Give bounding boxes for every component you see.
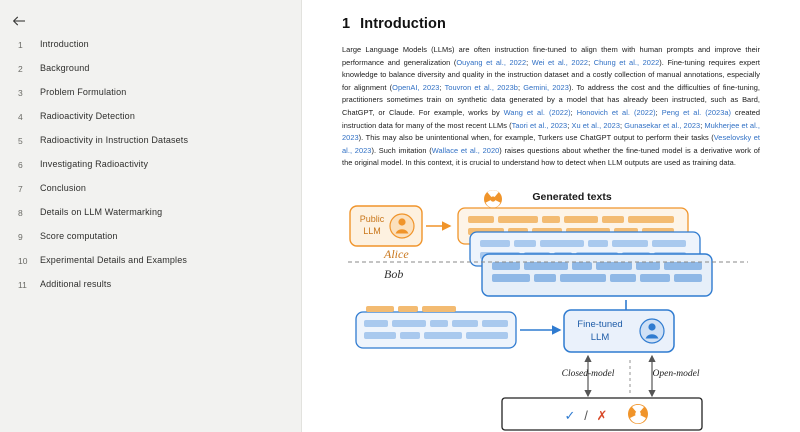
citation-link[interactable]: Peng et al. (2023a) [661,107,732,117]
open-model-label: Open-model [652,368,700,379]
sidebar-item-conclusion[interactable] [18,182,287,195]
toc-number: 8 [18,208,23,218]
toc-label: Conclusion [40,183,87,193]
citation-link[interactable]: OpenAI, 2023 [392,82,440,92]
paragraph-text: ) raises questions about whether the fine-tuned model is a derivative work of the original model. In this context, it is crucial to understand how to detect when LLM outputs are used as training data. [342,145,760,168]
pipeline-figure [342,184,760,429]
toc-number: 1 [18,40,23,50]
toc-label: Experimental Details and Examples [40,255,188,265]
paragraph-text: ; [439,82,445,92]
toc-number: 6 [18,160,23,170]
table-of-contents [0,38,301,291]
paragraph-text: ). To address the cost and the difficulties of fine-tuning, practitioners sometimes train on synthetic data generated by a model that has already been instructed, such as Bard, ChatGPT, or Claude. For example, works by [342,82,760,117]
paragraph-text: ). This may also be unintentional when, for example, Turkers use ChatGPT output to perform their tasks ( [358,133,714,143]
toc-number: 2 [18,64,23,74]
svg-text:LLM: LLM [590,331,610,343]
detector-check: ✓ [564,407,576,423]
radioactive-icon [628,404,648,424]
sidebar-item-experimental-details-and-examples[interactable] [18,254,287,267]
citation-link[interactable]: Gunasekar et al., 2023 [624,120,701,130]
paragraph-text: ; [570,107,577,117]
finetuned-llm-node [564,310,674,352]
toc-label: Investigating Radioactivity [40,159,149,169]
toc-label: Radioactivity Detection [40,111,135,121]
sidebar-item-background[interactable] [18,62,287,75]
paragraph-text: ; [567,120,572,130]
intro-paragraph [342,44,760,170]
citation-link[interactable]: Xu et al., 2023 [571,120,620,130]
public-llm-node [350,206,422,246]
sidebar-item-score-computation[interactable] [18,230,287,243]
toc-number: 11 [18,280,27,290]
toc-number: 7 [18,184,23,194]
sidebar [0,0,302,432]
toc-number: 3 [18,88,23,98]
alice-label: Alice [384,246,409,261]
citation-link[interactable]: Wang et al. (2022) [503,107,571,117]
user-icon [390,214,414,238]
citation-link[interactable]: Taori et al., 2023 [511,120,568,130]
paragraph-text: Large Language Models (LLMs) are often instruction fine-tuned to align them with human prompts and improve their performance and generalization ( [342,45,760,67]
detector-cross: ✗ [596,407,608,423]
citation-link[interactable]: Honovich et al. (2022) [576,107,656,117]
generated-texts-stack-front [482,254,712,296]
sidebar-item-radioactivity-in-instruction-datasets[interactable] [18,134,287,147]
document-content [302,0,800,432]
radioactive-icon [484,190,502,208]
back-arrow-icon[interactable] [10,12,28,30]
citation-link[interactable]: Gemini, 2023 [523,82,569,92]
sidebar-item-additional-results[interactable] [18,278,287,291]
closed-model-label: Closed-model [561,368,615,379]
toc-label: Details on LLM Watermarking [40,207,163,217]
generated-texts-label: Generated texts [532,190,612,203]
paragraph-text: ; [700,120,705,130]
paragraph-text: ). Such imitation ( [371,145,432,155]
sidebar-item-investigating-radioactivity[interactable] [18,158,287,171]
svg-text:Fine-tuned: Fine-tuned [577,318,623,330]
toc-number: 5 [18,136,23,146]
svg-text:LLM: LLM [363,225,381,236]
citation-link[interactable]: Wei et al., 2022 [531,57,589,67]
paragraph-text: ; [655,107,662,117]
toc-label: Problem Formulation [40,87,127,97]
detector-slash: / [584,407,588,423]
toc-label: Radioactivity in Instruction Datasets [40,135,189,145]
bob-dataset-stack [356,306,516,348]
paragraph-text: ; [588,57,594,67]
paragraph-text: ; [526,57,532,67]
user-icon [640,319,664,343]
paragraph-text: ; [517,82,524,92]
sidebar-item-radioactivity-detection[interactable] [18,110,287,123]
sidebar-item-introduction[interactable] [18,38,287,51]
citation-link[interactable]: Ouyang et al., 2022 [456,57,527,67]
pipeline-diagram [342,184,762,432]
citation-link[interactable]: Veselovsky et al., 2023 [342,133,760,155]
paragraph-text: created instruction data for many of the most recent LLMs ( [342,107,760,130]
sidebar-header [0,8,301,34]
citation-link[interactable]: Wallace et al., 2020 [431,145,500,155]
citation-link[interactable]: Mukherjee et al., 2023 [342,120,760,143]
toc-label: Introduction [40,39,89,49]
paragraph-text: ). Fine-tuning requires expert knowledge to balance diversity and quality in the instruction dataset and a costly collection of manual annotations, especially for alignment ( [342,57,760,92]
bob-label: Bob [384,266,404,281]
toc-label: Score computation [40,231,118,241]
section-title: Introduction [360,16,446,32]
toc-number: 10 [18,256,28,266]
sidebar-item-details-on-llm-watermarking[interactable] [18,206,287,219]
paragraph-text: ; [619,120,625,130]
toc-number: 4 [18,112,23,122]
sidebar-item-problem-formulation[interactable] [18,86,287,99]
toc-label: Background [40,63,90,73]
page-title [342,16,760,32]
toc-number: 9 [18,232,23,242]
detector-node [502,398,702,430]
citation-link[interactable]: Chung et al., 2022 [593,57,660,67]
svg-text:Public: Public [359,213,385,224]
citation-link[interactable]: Touvron et al., 2023b [444,82,518,92]
section-number: 1 [342,16,351,32]
toc-label: Additional results [40,279,112,289]
